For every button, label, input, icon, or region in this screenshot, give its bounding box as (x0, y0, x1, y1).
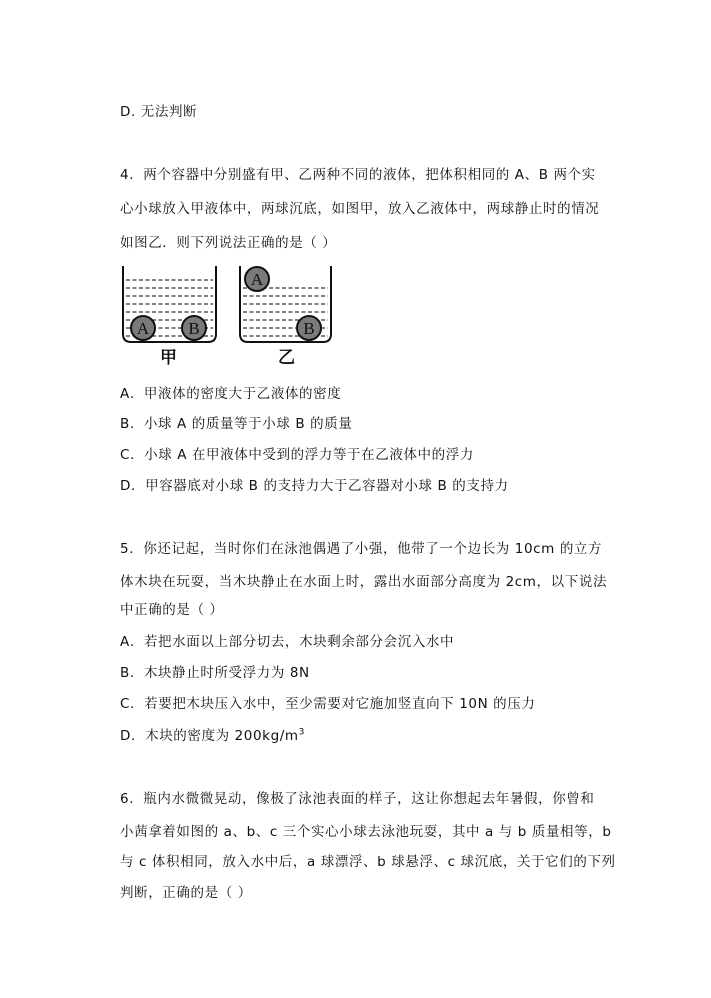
q5-stem-line-1: 5．你还记起，当时你们在泳池偶遇了小强，他带了一个边长为 10cm 的立方 (120, 541, 603, 557)
q5-stem-line-2: 体木块在玩耍，当木块静止在水面上时，露出水面部分高度为 2cm，以下说法 (120, 574, 608, 590)
q4-option-a: A．甲液体的密度大于乙液体的密度 (120, 386, 342, 402)
q4-stem-line-3: 如图乙．则下列说法正确的是（ ） (120, 235, 337, 251)
q5-option-d-exponent: 3 (298, 727, 305, 738)
svg-text:A: A (136, 319, 150, 338)
container-yi (240, 266, 331, 342)
q6-stem-line-2: 小茜拿着如图的 a、b、c 三个实心小球去泳池玩耍，其中 a 与 b 质量相等，b (120, 824, 612, 840)
ball-b-jia (182, 316, 206, 340)
q6-stem-line-3: 与 c 体积相同，放入水中后，a 球漂浮、b 球悬浮、c 球沉底，关于它们的下列 (120, 854, 616, 870)
container-jia (123, 266, 216, 342)
q6-stem-line-1: 6．瓶内水微微晃动，像极了泳池表面的样子，这让你想起去年暑假，你曾和 (120, 791, 595, 807)
container-yi-label: 乙 (278, 348, 295, 368)
ball-b-yi (297, 316, 321, 340)
svg-text:A: A (250, 270, 264, 289)
q4-stem-line-1: 4．两个容器中分别盛有甲、乙两种不同的液体，把体积相同的 A、B 两个实 (120, 167, 596, 183)
q4-containers-diagram (118, 262, 338, 348)
q4-option-b: B．小球 A 的质量等于小球 B 的质量 (120, 416, 353, 432)
q4-figure (118, 262, 338, 370)
q4-stem-line-2: 心小球放入甲液体中，两球沉底，如图甲，放入乙液体中，两球静止时的情况 (120, 201, 600, 217)
q5-option-b: B．木块静止时所受浮力为 8N (120, 665, 310, 681)
q5-option-d-text: D．木块的密度为 200kg/m (120, 728, 299, 744)
q5-stem-line-3: 中正确的是（ ） (120, 602, 224, 618)
svg-text:B: B (303, 319, 315, 338)
q5-option-a: A．若把水面以上部分切去，木块剩余部分会沉入水中 (120, 634, 455, 650)
q5-option-d (120, 726, 305, 746)
q3-option-d: D. 无法判断 (120, 104, 198, 120)
q6-stem-line-4: 判断，正确的是（ ） (120, 885, 252, 901)
ball-a-yi (245, 267, 269, 291)
q4-option-c: C．小球 A 在甲液体中受到的浮力等于在乙液体中的浮力 (120, 447, 474, 463)
ball-a-jia (131, 316, 155, 340)
q4-option-d: D．甲容器底对小球 B 的支持力大于乙容器对小球 B 的支持力 (120, 478, 509, 494)
svg-text:B: B (188, 319, 200, 338)
container-jia-label: 甲 (160, 348, 177, 368)
q5-option-c: C．若要把木块压入水中，至少需要对它施加竖直向下 10N 的压力 (120, 696, 536, 712)
